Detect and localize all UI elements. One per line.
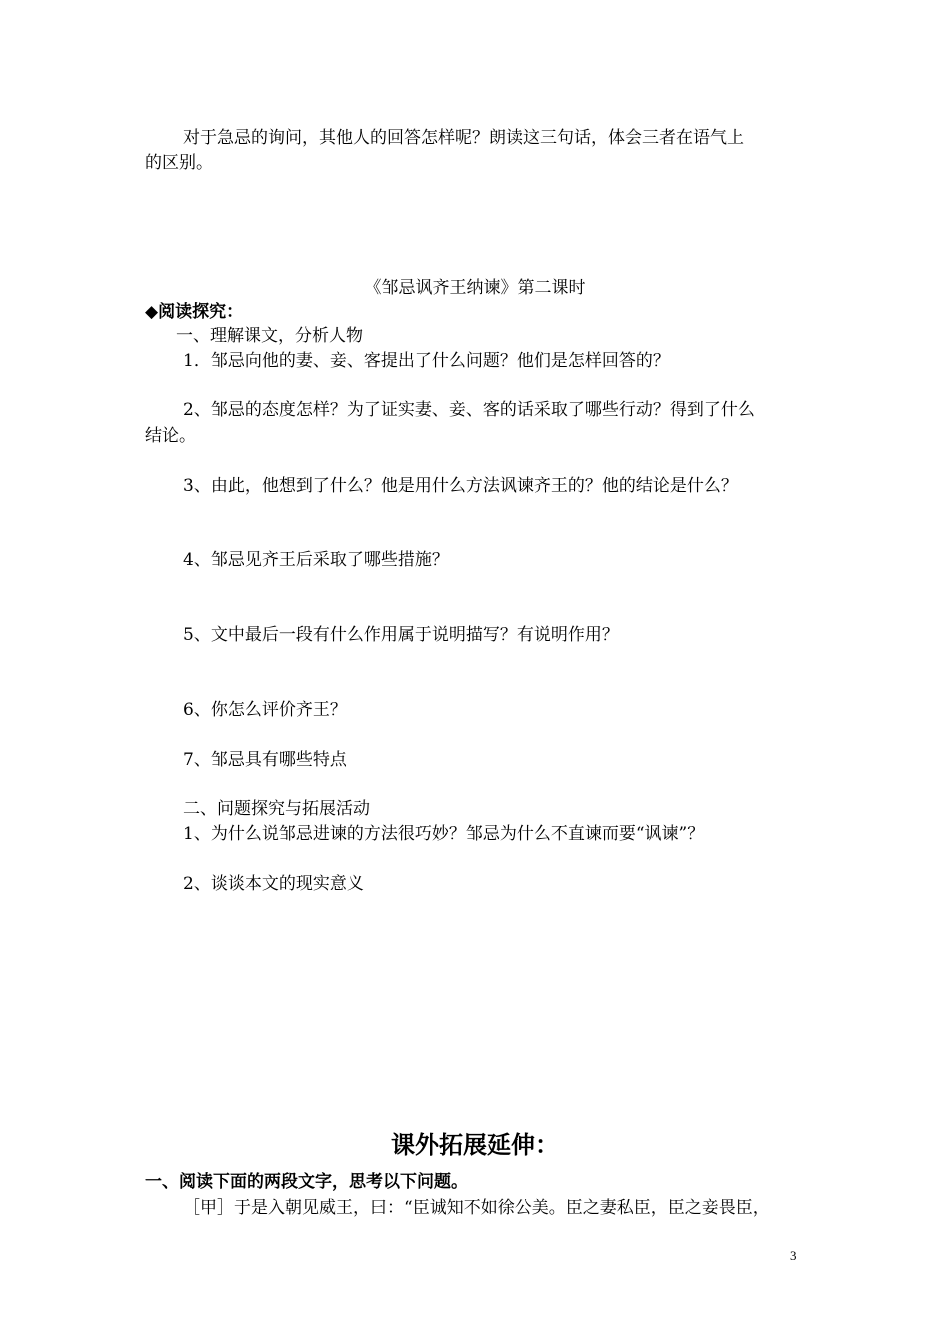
passage-label: ［甲］ xyxy=(183,1198,234,1218)
part-2-heading: 二、问题探究与拓展活动 xyxy=(183,799,370,819)
extension-instruction: 一、阅读下面的两段文字，思考以下问题。 xyxy=(145,1172,468,1192)
question-5: 5、文中最后一段有什么作用属于说明描写？有说明作用？ xyxy=(183,625,619,645)
part-2-question-2: 2、谈谈本文的现实意义 xyxy=(183,874,364,894)
part-2-question-1: 1、为什么说邹忌进谏的方法很巧妙？邹忌为什么不直谏而要“讽谏”？ xyxy=(183,824,705,844)
part-1-heading: 一、理解课文，分析人物 xyxy=(176,326,363,346)
section-label: ◆阅读探究： xyxy=(145,302,244,322)
question-3: 3、由此，他想到了什么？他是用什么方法讽谏齐王的？他的结论是什么？ xyxy=(183,476,738,496)
passage-text: 于是入朝见威王，曰：“臣诚知不如徐公美。臣之妻私臣，臣之妾畏臣， xyxy=(234,1198,770,1218)
intro-line-2: 的区别。 xyxy=(145,153,213,173)
question-2-line-2: 结论。 xyxy=(145,426,196,446)
intro-line-1: 对于急忌的询问，其他人的回答怎样呢？朗读这三句话，体会三者在语气上 xyxy=(183,128,744,148)
extension-title: 课外拓展延伸： xyxy=(391,1131,559,1159)
lesson-title: 《邹忌讽齐王纳谏》第二课时 xyxy=(364,278,586,298)
question-1: 1．邹忌向他的妻、妾、客提出了什么问题？他们是怎样回答的？ xyxy=(183,351,670,371)
question-6: 6、你怎么评价齐王？ xyxy=(183,700,347,720)
question-7: 7、邹忌具有哪些特点 xyxy=(183,750,347,770)
question-4: 4、邹忌见齐王后采取了哪些措施？ xyxy=(183,550,449,570)
question-2-line-1: 2、邹忌的态度怎样？为了证实妻、妾、客的话采取了哪些行动？得到了什么 xyxy=(183,400,755,420)
passage-line xyxy=(183,1197,853,1219)
page-number: 3 xyxy=(790,1248,797,1263)
